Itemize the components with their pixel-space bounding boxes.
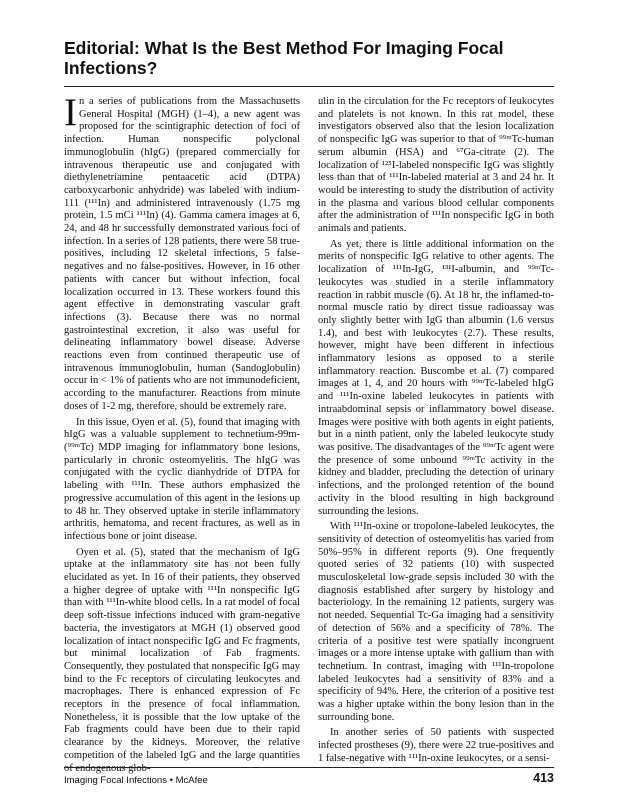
paragraph: In another series of 50 patients with suspected infected prostheses (9), there were 22 true-positives and 1 false-negative with ¹¹¹In-oxine leukocytes, or a sensi- (318, 727, 554, 764)
paragraph: In this issue, Oyen et al. (5), found that imaging with hIgG was a valuable supplement to technetium-99m-(⁹⁹ᵐTc) MDP imaging for inflammatory bone lesions, particularly in chronic osteomyelitis. The hIgG was conjugated with the cyclic dianhydride of DTPA for labeling with ¹¹¹In. These authors emphasized the progressive accumulation of this agent in the lesions up to 48 hr. They observed uptake in sterile inflammatory arthritis, hematoma, and recent fractures, as well as in infectious bone or joint disease. (64, 416, 300, 542)
paragraph: With ¹¹¹In-oxine or tropolone-labeled leukocytes, the sensitivity of detection of osteomyelitis has varied from 50%–95% in different reports (9). One frequently quoted series of 32 patients (10) with suspected musculoskeletal low-grade sepsis included 30 with the diagnosis established after surgery by histology and bacteriology. In the remaining 12 patients, surgery was not needed. Sequential Tc-Ga imaging had a sensitivity of detection of 56% and a specificity of 78%. The criteria of a positive test were spatially incongruent images or a more intense uptake with gallium than with technetium. In contrast, imaging with ¹¹¹In-tropolone labeled leukocytes had a sensitivity of 83% and a specificity of 94%. Here, the criterion of a positive test was a higher uptake within the bony lesion than in the surrounding bone. (318, 521, 554, 723)
paragraph (64, 91, 300, 414)
page-number: 413 (533, 771, 554, 785)
title-divider (64, 86, 554, 87)
footer-divider (64, 767, 554, 768)
paragraph: ulin in the circulation for the Fc receptors of leukocytes and platelets is not known. In this rat model, these investigators observed also that the lesion localization of nonspecific IgG was superior to that of ⁹⁹ᵐTc-human serum albumin (HSA) and ⁶⁷Ga-citrate (2). The localization of ¹²⁵I-labeled nonspecific IgG was slightly less than that of ¹¹¹In-labeled material at 3 and 24 hr. It would be interesting to study the distribution of activity in the plasma and various blood cellular components after the administration of ¹¹¹In nonspecific IgG in both animals and patients. (318, 96, 554, 235)
left-column (64, 91, 300, 774)
running-title: Imaging Focal Infections • McAfee (64, 775, 208, 786)
right-column (318, 96, 554, 764)
paragraph-text: n a series of publications from the Massachusetts General Hospital (MGH) (1–4), a new agent was proposed for the scintigraphic detection of foci of infection. Human nonspecific polyclonal immunoglobulin (hIgG) (prepared commercially for intravenous therapeutic use and conjugated with diethylenetriamine pentaacetic acid (DTPA) carboxycarbonic anhydride) was labeled with indium-111 (¹¹¹In) and administered intravenously (1.75 mg protein, 1.5 mCi ¹¹¹In) (4). Gamma camera images at 6, 24, and 48 hr successfully demonstrated various foci of infection. In a series of 128 patients, there were 58 true-positives, including 12 skeletal infections, 5 false-negatives and no false-positives. However, in 16 other patients with cancer but without infection, focal localization occurred in 13. These workers found this agent effective in demonstrating vascular graft infections (3). Because there was no normal gastrointestinal excretion, it also was useful for delineating inflammatory bowel disease. Adverse reactions even from continued therapeutic use of intravenous immunoglobulin, human (Sandoglobulin) occur in < 1% of patients who are not immunodeficient, according to the manufacturer. Reactions from minute doses of 1-2 mg, therefore, should be extremely rare. (64, 96, 300, 412)
paragraph: Oyen et al. (5), stated that the mechanism of IgG uptake at the inflammatory site has not been fully elucidated as yet. In 16 of their patients, they observed a higher degree of uptake with ¹¹¹In nonspecific IgG than with ¹¹¹In-white blood cells. In a rat model of focal deep soft-tissue infections induced with gram-negative bacteria, the investigators at MGH (1) observed good localization of intact nonspecific IgG and Fc fragments, but minimal localization of Fab fragments. Consequently, they postulated that nonspecific IgG may bind to the Fc receptors of circulating leukocytes and macrophages. There is enhanced expression of Fc receptors in the presence of focal inflammation. Nonetheless, it is possible that the low uptake of the Fab fragments could have been due to their rapid clearance by the kidneys. Moreover, the relative competition of the labeled IgG and the large quantities of endogenous glob- (64, 546, 300, 774)
editorial-title: Editorial: What Is the Best Method For Imaging Focal Infections? (64, 38, 504, 78)
drop-cap: I (64, 91, 77, 134)
paragraph: As yet, there is little additional information on the merits of nonspecific IgG relative to other agents. The localization of ¹¹¹In-IgG, ¹³¹I-albumin, and ⁹⁹ᵐTc-leukocytes was studied in a sterile inflammatory reaction in rabbit muscle (6). At 18 hr, the inflamed-to-normal muscle ratio by direct tissue radioassay was only slightly better with IgG than albumin (1.6 versus 1.4), and best with leukocytes (2.7). These results, however, might have been different in infectious inflammatory lesions as opposed to a sterile inflammatory reaction. Buscombe et al. (7) compared images at 1, 4, and 20 hours with ⁹⁹ᵐTc-labeled hIgG and ¹¹¹In-oxine labeled leukocytes in patients with intraabdominal sepsis or inflammatory bowel disease. Images were positive with both agents in eight patients, but in a ninth patient, only the labeled leukocyte study was positive. The disadvantages of the ⁹⁹ᵐTc agent were the presence of some unbound ⁹⁹ᵐTc activity in the kidney and bladder, precluding the detection of urinary infections, and the prolonged retention of the bound activity in the blood resulting in high background surrounding the lesions. (318, 238, 554, 517)
